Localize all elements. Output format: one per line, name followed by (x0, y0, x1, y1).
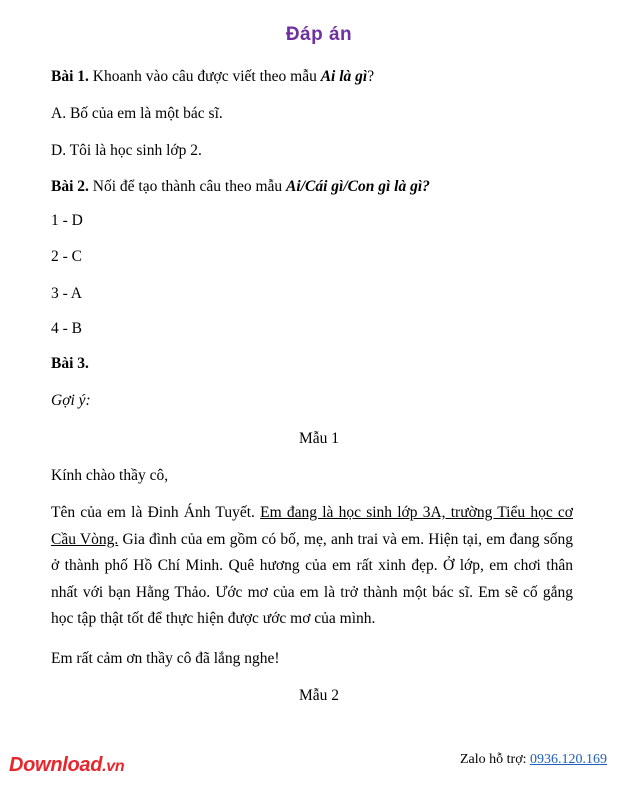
thanks-line: Em rất cảm ơn thầy cô đã lắng nghe! (51, 650, 280, 667)
exercise-2-answer: 2 - C (51, 248, 82, 265)
download-logo[interactable] (9, 754, 124, 777)
exercise-2-answer: 1 - D (51, 212, 83, 229)
zalo-phone-link[interactable]: 0936.120.169 (530, 752, 607, 767)
page-title: Đáp án (285, 24, 353, 45)
exercise-1-label: Bài 1. (51, 68, 89, 85)
exercise-2-question (51, 178, 430, 196)
exercise-1-end: ? (367, 68, 375, 85)
sample-paragraph (51, 500, 573, 633)
logo-domain-text: .vn (102, 758, 125, 775)
sample-1-heading: Mẫu 1 (298, 430, 340, 447)
exercise-2-answer: 4 - B (51, 320, 82, 337)
exercise-1-answer: D. Tôi là học sinh lớp 2. (51, 142, 202, 159)
paragraph-part-1: Tên của em là Đinh Ánh Tuyết. (51, 504, 261, 521)
exercise-2-text: Nối để tạo thành câu theo mẫu (88, 178, 287, 195)
paragraph-underlined: Em đang là học sinh lớp 3A, trường Tiểu học cơ Cầu Vòng. (51, 504, 573, 548)
exercise-2-answer: 3 - A (51, 285, 82, 302)
exercise-2-label: Bài 2. (51, 178, 89, 195)
paragraph-part-2: Gia đình của em gồm có bố, mẹ, anh trai và em. Hiện tại, em đang sống ở thành phố Hồ Chí Minh. Quê hương của em rất xinh đẹp. Ở lớp, em chơi thân nhất với bạn Hằng Thảo. Ước mơ của em là trở thành một bác sĩ. Em sẽ cố gắng học tập thật tốt để thực hiện được ước mơ của mình. (51, 530, 573, 627)
exercise-1-text: Khoanh vào câu được viết theo mẫu (88, 68, 321, 85)
hint-label: Gợi ý: (51, 392, 91, 409)
exercise-1-pattern: Ai là gì (320, 68, 368, 85)
zalo-label: Zalo hỗ trợ: (460, 752, 530, 767)
exercise-1-question (51, 68, 374, 86)
sample-2-heading: Mẫu 2 (298, 687, 340, 704)
logo-main-text: Download (9, 754, 103, 776)
exercise-2-pattern: Ai/Cái gì/Con gì là gì? (286, 178, 430, 195)
greeting: Kính chào thầy cô, (51, 467, 169, 484)
exercise-3-label: Bài 3. (51, 355, 89, 372)
exercise-1-answer: A. Bố của em là một bác sĩ. (51, 105, 223, 122)
zalo-support (460, 752, 607, 768)
